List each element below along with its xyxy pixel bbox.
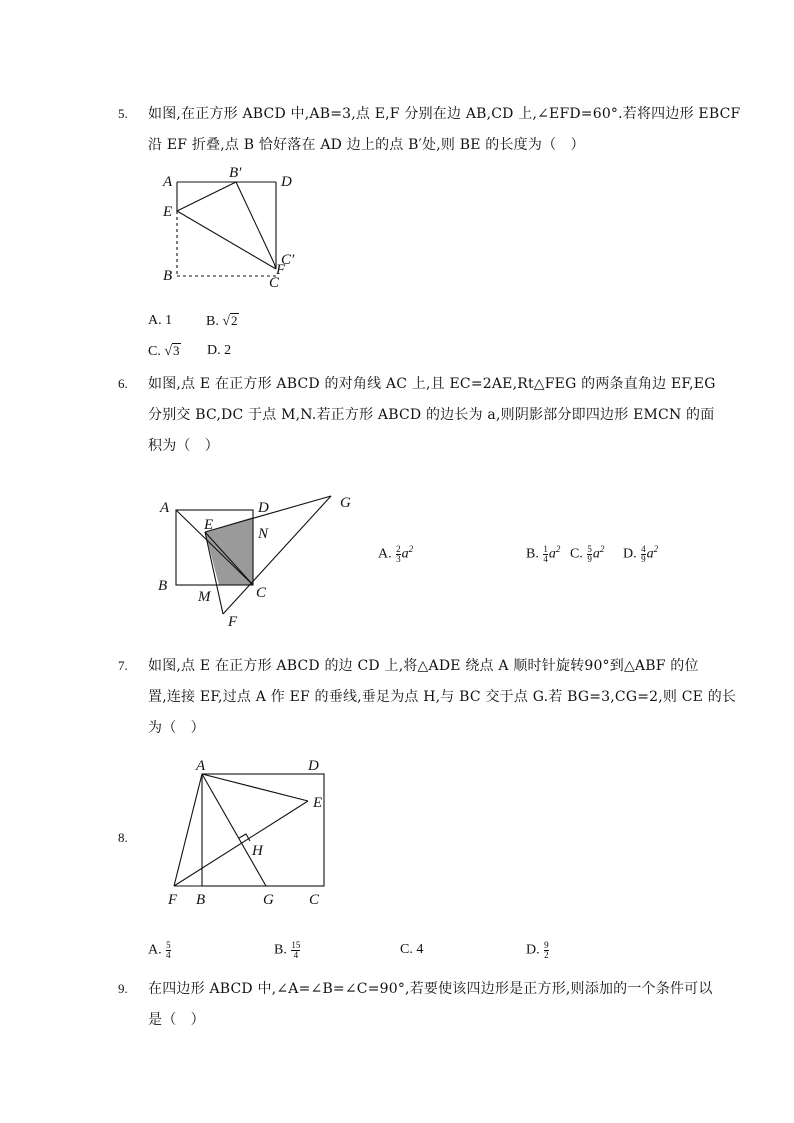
q6-option-d-var: a [646, 546, 654, 562]
q6-label-A: A [160, 500, 170, 516]
q5-option-b[interactable] [206, 313, 239, 330]
q5-label-Bprime: B′ [229, 165, 242, 181]
q6-label-E: E [204, 517, 214, 533]
question-9-text-line-1: 在四边形 ABCD 中,∠A=∠B=∠C=90°,若要使该四边形是正方形,则添加的一个条件可以 [148, 981, 713, 997]
q6-label-D: D [258, 500, 269, 516]
q6-option-d-exp: 2 [653, 544, 659, 554]
question-5-text-line-1: 如图,在正方形 ABCD 中,AB=3,点 E,F 分别在边 AB,CD 上,∠EFD=60°.若将四边形 EBCF [148, 106, 741, 122]
q6-option-b-exp: 2 [555, 544, 561, 554]
question-9-number: 9. [118, 981, 128, 996]
q5-option-a[interactable]: A. 1 [148, 313, 173, 328]
q5-option-b-prefix: B. [206, 314, 223, 329]
q6-option-a-exp: 2 [408, 544, 414, 554]
q6-option-c-denominator: 9 [587, 553, 592, 564]
q5-label-B: B [163, 268, 173, 284]
q7-label-B: B [196, 892, 206, 908]
question-7-text-line-2: 置,连接 EF,过点 A 作 EF 的垂线,垂足为点 H,与 BC 交于点 G.若 BG=3,CG=2,则 CE 的长 [148, 689, 737, 705]
sqrt-icon: √ [222, 314, 231, 329]
question-5-figure [155, 160, 315, 295]
q7-option-a-denominator: 4 [166, 950, 171, 960]
q5-label-Cprime: C′ [281, 252, 295, 268]
q7-option-b[interactable] [274, 941, 301, 960]
q5-label-D: D [281, 174, 292, 190]
q7-label-A: A [196, 758, 206, 774]
q5-option-c-radicand: 3 [173, 343, 180, 358]
question-6-number: 6. [118, 376, 128, 391]
question-6-text-line-1: 如图,点 E 在正方形 ABCD 的对角线 AC 上,且 EC=2AE,Rt△FEG 的两条直角边 EF,EG [148, 376, 716, 392]
sqrt-icon: √ [164, 344, 173, 359]
q7-option-b-numerator: 15 [291, 940, 301, 950]
question-7-text-line-3: 为（ ） [148, 720, 205, 736]
q6-option-b-numerator: 1 [543, 543, 548, 554]
q7-option-a-prefix: A. [148, 942, 162, 958]
question-7-figure [160, 752, 345, 912]
q6-option-c[interactable] [570, 544, 604, 564]
q7-label-C: C [309, 892, 320, 908]
q7-label-F: F [168, 892, 178, 908]
question-7-text-line-1: 如图,点 E 在正方形 ABCD 的边 CD 上,将△ADE 绕点 A 顺时针旋转90°到△ABF 的位 [148, 658, 699, 674]
q5-label-A: A [163, 174, 173, 190]
question-5-number: 5. [118, 106, 128, 121]
q7-option-d[interactable] [526, 941, 550, 960]
q5-option-b-radicand: 2 [231, 313, 238, 328]
q5-label-F: F [276, 262, 286, 278]
q6-label-G: G [340, 495, 351, 511]
q6-option-c-numerator: 5 [587, 543, 592, 554]
q6-option-c-exp: 2 [599, 544, 605, 554]
q7-option-d-prefix: D. [526, 942, 540, 958]
q6-label-M: M [198, 589, 211, 605]
question-5-text-line-2: 沿 EF 折叠,点 B 恰好落在 AD 边上的点 B′处,则 BE 的长度为（ ） [148, 137, 585, 153]
q5-option-c[interactable] [148, 343, 181, 360]
q6-option-d-denominator: 9 [641, 553, 646, 564]
q7-label-H: H [252, 843, 263, 859]
q7-option-a[interactable] [148, 941, 172, 960]
q6-label-F: F [228, 614, 238, 630]
q7-option-d-numerator: 9 [544, 940, 549, 950]
question-8-number: 8. [118, 830, 128, 845]
q6-option-b-var: a [548, 546, 556, 562]
q6-label-C: C [256, 585, 267, 601]
question-6-text-line-2: 分别交 BC,DC 于点 M,N.若正方形 ABCD 的边长为 a,则阴影部分即四边形 EMCN 的面 [148, 407, 715, 423]
q7-label-G: G [263, 892, 274, 908]
q6-option-d-prefix: D. [623, 546, 637, 562]
q7-option-b-denominator: 4 [291, 950, 300, 960]
q5-label-C: C [269, 275, 280, 291]
q7-option-a-numerator: 5 [166, 940, 171, 950]
q5-option-c-prefix: C. [148, 344, 165, 359]
q6-option-b-prefix: B. [526, 546, 539, 562]
question-6-text-line-3: 积为（ ） [148, 438, 219, 454]
question-9-text-line-2: 是（ ） [148, 1012, 205, 1028]
q6-option-a-numerator: 2 [396, 543, 401, 554]
q6-option-c-var: a [592, 546, 600, 562]
q6-label-N: N [258, 526, 269, 542]
q6-option-c-prefix: C. [570, 546, 583, 562]
q6-option-b[interactable] [526, 544, 560, 564]
q5-label-E: E [163, 204, 173, 220]
q7-option-c[interactable]: C. 4 [400, 942, 424, 957]
q6-label-B: B [158, 578, 168, 594]
q6-option-a-prefix: A. [378, 546, 392, 562]
q6-option-a[interactable] [378, 544, 413, 564]
q6-option-a-denominator: 3 [396, 553, 401, 564]
q6-option-a-var: a [401, 546, 409, 562]
q5-option-d[interactable]: D. 2 [207, 343, 232, 358]
question-6-figure [150, 485, 365, 635]
q6-option-d[interactable] [623, 544, 658, 564]
q7-option-d-denominator: 2 [544, 950, 549, 960]
q6-option-d-numerator: 4 [641, 543, 646, 554]
q6-option-b-denominator: 4 [543, 553, 548, 564]
q7-label-D: D [308, 758, 319, 774]
question-7-number: 7. [118, 658, 128, 673]
q7-option-b-prefix: B. [274, 942, 287, 958]
q7-label-E: E [313, 795, 323, 811]
